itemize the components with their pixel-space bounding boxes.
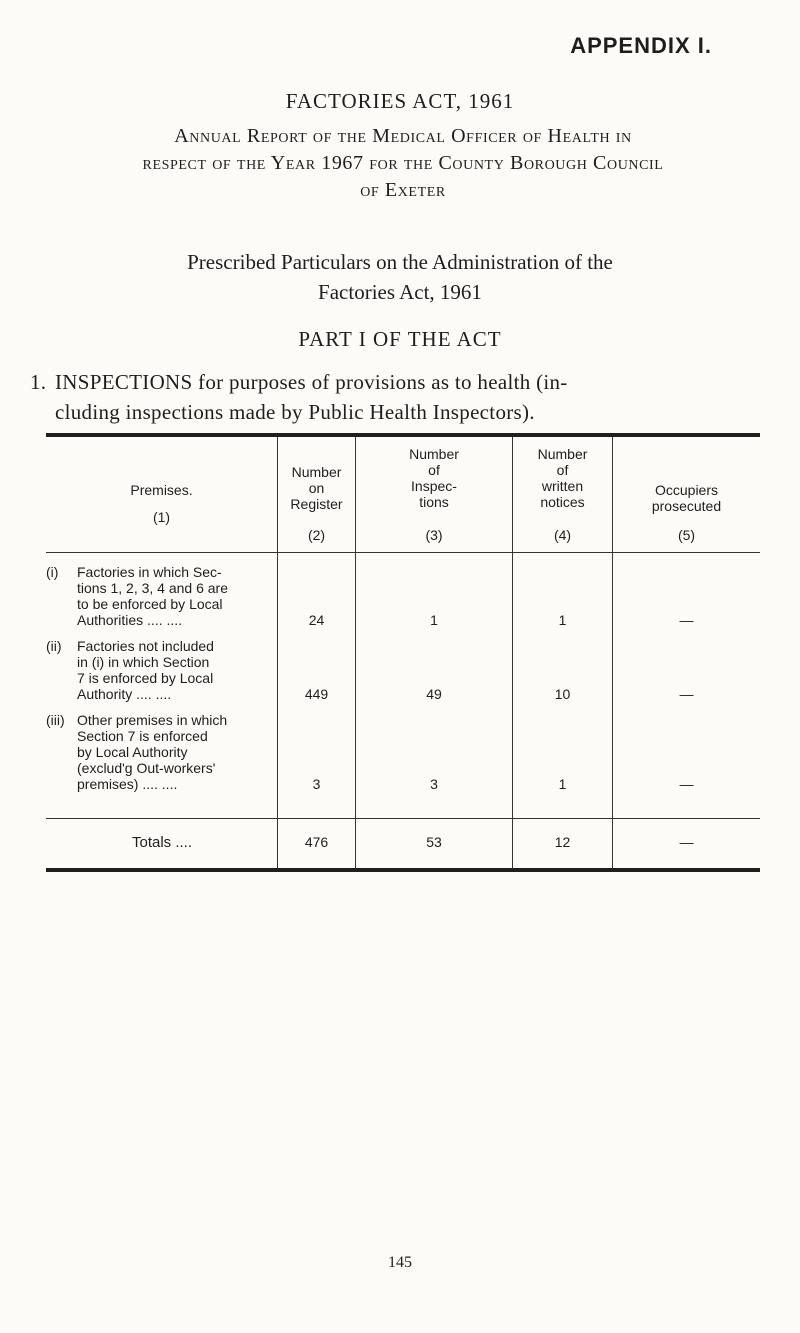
row-label-line: in (i) in which Section [77,654,210,670]
column-header-line: Number [409,446,459,462]
table-header-rule [46,552,760,553]
section-number: 1. [30,370,47,394]
column-header-line: Number [291,464,342,480]
column-header-line: Occupiers [654,482,719,498]
total-prosecuted: — [679,834,694,850]
act-title: FACTORIES ACT, 1961 [285,89,515,113]
row-label-line: 7 is enforced by Local [77,670,214,686]
row-label-line: Factories not included [77,638,214,654]
cell-notices: 1 [558,776,567,792]
section-line: INSPECTIONS for purposes of provisions as to health (in- [55,370,568,394]
cell-prosecuted: — [679,776,694,792]
column-header-line: of [428,462,440,478]
column-header-premises [46,482,277,552]
column-header-line: Register [290,496,343,512]
row-label-line: tions 1, 2, 3, 4 and 6 are [77,580,228,596]
row-label-line: Factories in which Sec- [77,564,222,580]
totals-label: Totals .... [131,834,193,851]
column-header-line: on [308,480,325,496]
row-label-line: Section 7 is enforced [77,728,208,744]
total-notices: 12 [554,834,571,850]
row-label-line: Authorities .... .... [77,612,183,628]
column-header-line: notices [540,494,585,510]
row-label-line: (exclud'g Out-workers' [77,760,216,776]
section-line: cluding inspections made by Public Health Inspectors). [55,400,535,424]
report-heading-line: Annual Report of the Medical Officer of Health in [174,125,632,147]
row-label-line: to be enforced by Local [77,596,223,612]
row-label-line: premises) .... .... [77,776,178,792]
report-heading-line: respect of the Year 1967 for the County Borough Council [142,152,664,174]
column-header-line: written [541,478,584,494]
cell-prosecuted: — [679,686,694,702]
column-index: (5) [677,527,696,543]
column-header-register [278,464,355,552]
appendix-label: APPENDIX I. [570,33,712,58]
column-index: (2) [307,527,326,543]
cell-inspections: 3 [430,776,438,792]
report-heading-line: of Exeter [360,179,446,201]
page-number: 145 [388,1254,412,1271]
column-header-line: prosecuted [651,498,722,514]
cell-prosecuted: — [679,612,694,628]
row-marker: (ii) [46,638,62,654]
cell-register: 3 [312,776,321,792]
report-heading [48,123,758,204]
column-index: (3) [425,527,443,543]
column-header-line: of [556,462,569,478]
prescribed-particulars [0,247,800,307]
table-bottom-rule [46,868,760,872]
cell-register: 449 [304,686,329,702]
column-index: (4) [553,527,572,543]
cell-inspections: 1 [430,612,438,628]
cell-notices: 1 [558,612,567,628]
cell-inspections: 49 [426,686,442,702]
table-totals-rule [46,818,760,819]
part-heading: PART I OF THE ACT [298,327,502,351]
row-marker: (i) [46,564,59,580]
total-inspections: 53 [426,834,442,850]
column-header-inspections [356,446,512,552]
row-marker: (iii) [46,712,65,728]
row-label-line: Authority .... .... [77,686,172,702]
column-header-line: Number [537,446,588,462]
column-header-line: tions [419,494,449,510]
row-label-line: Other premises in which [77,712,228,728]
prescribed-line: Factories Act, 1961 [318,280,482,304]
cell-register: 24 [308,612,325,628]
cell-notices: 10 [554,686,571,702]
total-register: 476 [304,834,329,850]
row-label-line: by Local Authority [77,744,188,760]
table-top-rule [46,433,760,437]
column-header-prosecuted [613,482,760,552]
column-header-notices [513,446,612,552]
prescribed-line: Prescribed Particulars on the Administration of the [187,250,613,274]
column-header-line: Inspec- [411,478,457,494]
column-index: (1) [152,509,171,525]
column-header-line: Premises. [130,482,193,498]
